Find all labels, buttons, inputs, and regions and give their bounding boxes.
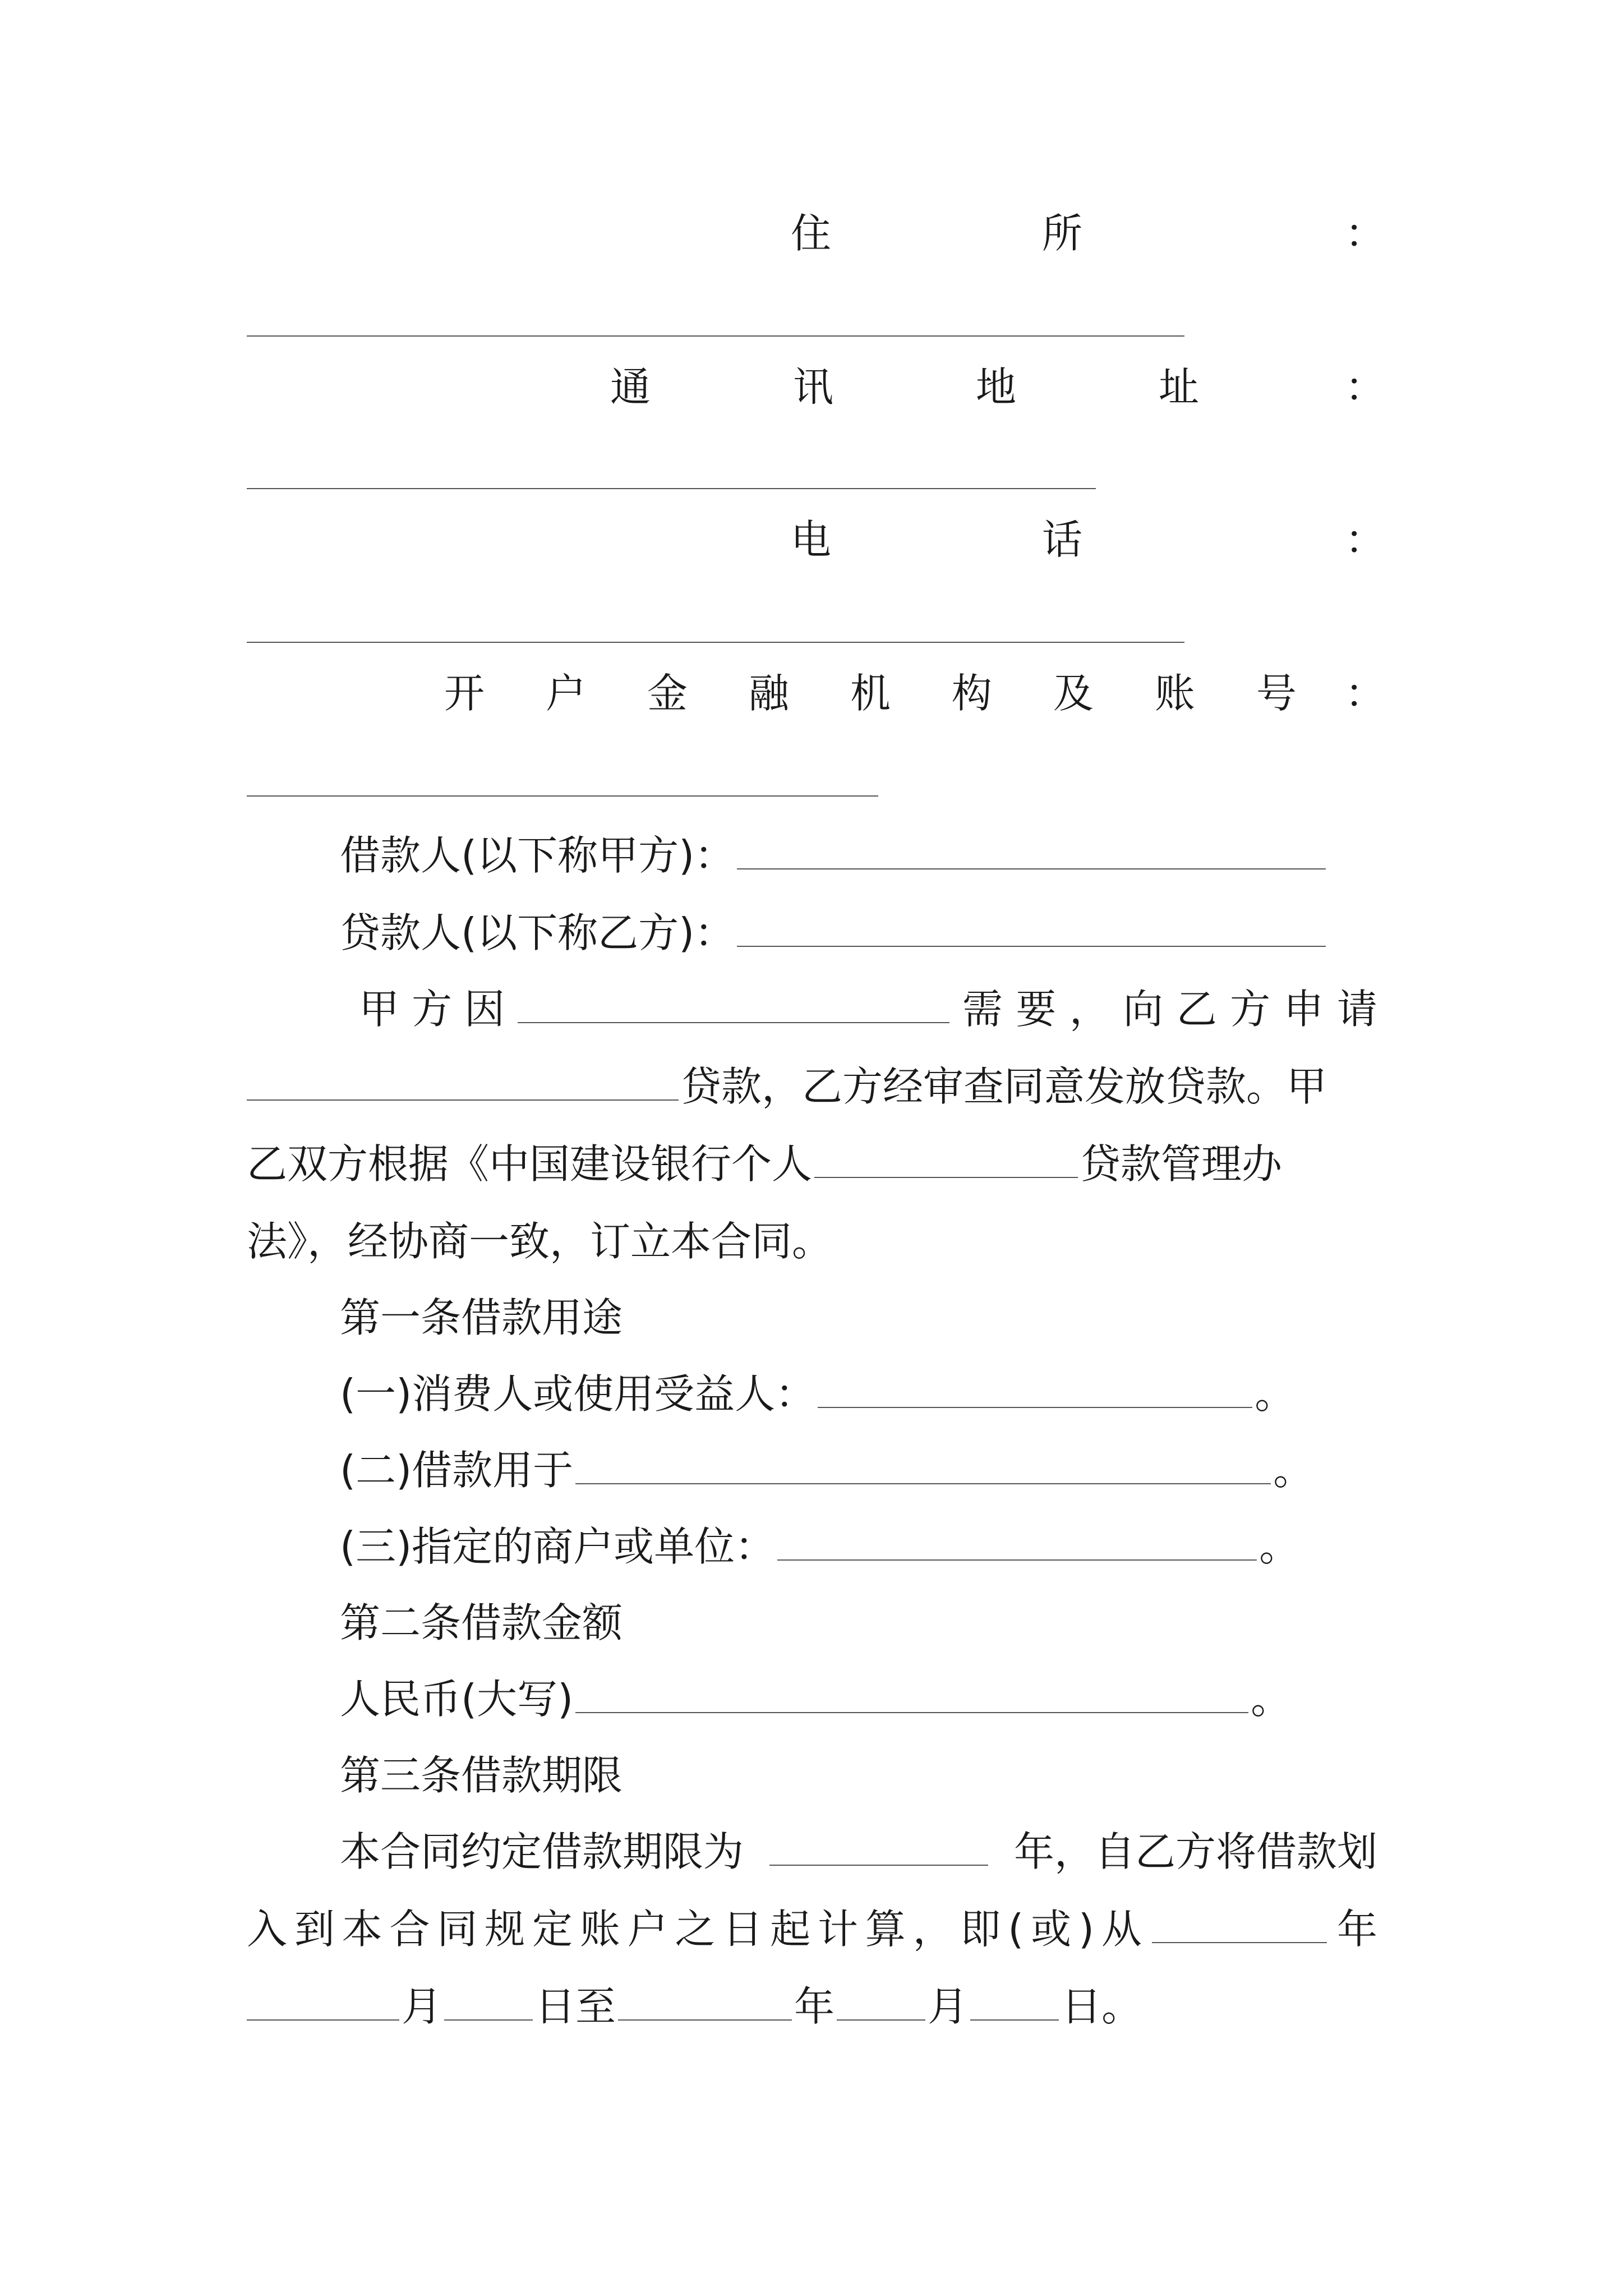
end-day-blank[interactable]	[970, 1979, 1059, 2021]
article-title: 第三条借款期限	[340, 1752, 623, 1799]
term-text: 日至	[535, 1983, 616, 2030]
start-year-blank[interactable]	[1152, 1902, 1327, 1943]
end-mark: 。	[1259, 1523, 1300, 1570]
article2-title	[340, 1592, 1391, 1654]
term-text: 月	[402, 1983, 442, 2030]
intro-text: 甲 方 因	[359, 986, 505, 1033]
purpose-blank[interactable]	[518, 982, 949, 1023]
field-label-phone: 电 话	[791, 516, 1082, 563]
field-colon: ：	[1345, 210, 1386, 257]
intro-line-4	[247, 1211, 1391, 1272]
field-colon: ：	[1345, 364, 1386, 411]
term-text: 入 到 本 合 同 规 定 账 户 之 日 起 计 算 ， 即 ( 或 ) 从	[247, 1906, 1142, 1953]
article1-item2	[340, 1439, 1391, 1501]
article1-item1	[340, 1363, 1391, 1425]
amount-blank[interactable]	[575, 1672, 1248, 1713]
article3-line-2	[247, 1898, 1377, 1960]
article2-amount	[340, 1668, 1391, 1730]
start-month-blank[interactable]	[247, 1979, 399, 2021]
intro-text: 贷款，乙方经审查同意发放贷款。甲	[681, 1063, 1327, 1110]
end-year-blank[interactable]	[618, 1979, 792, 2021]
intro-text: 法》，经协商一致，订立本合同。	[247, 1218, 833, 1265]
lender-label: 贷款人(以下称乙方)：	[340, 909, 735, 956]
term-text: 年	[1336, 1906, 1377, 1953]
field-label-residence: 住 所	[791, 210, 1082, 257]
field-label-bank-account: 开 户 金 融 机 构 及 账 号	[444, 670, 1297, 717]
intro-line-1	[359, 978, 1377, 1040]
article3-title	[340, 1745, 1391, 1806]
article1-item3	[340, 1516, 1391, 1577]
term-text: 本合同约定借款期限为	[340, 1828, 744, 1875]
intro-text: 需 要 ， 向 乙 方 申 请	[962, 986, 1377, 1033]
start-day-blank[interactable]	[444, 1979, 533, 2021]
intro-text: 贷款管理办	[1080, 1140, 1283, 1188]
article-title: 第一条借款用途	[340, 1294, 623, 1341]
residence-line[interactable]	[247, 335, 1184, 337]
intro-line-3	[247, 1133, 1391, 1195]
field-colon: ：	[1345, 516, 1386, 563]
beneficiary-blank[interactable]	[818, 1366, 1252, 1408]
bank-account-line[interactable]	[247, 795, 878, 797]
loan-use-blank[interactable]	[575, 1443, 1271, 1484]
item-label: (一)消费人或使用受益人：	[340, 1370, 816, 1418]
end-mark: 。	[1273, 1447, 1314, 1494]
term-text: 月	[928, 1983, 969, 2030]
end-month-blank[interactable]	[837, 1979, 925, 2021]
loan-type-blank[interactable]	[247, 1059, 679, 1101]
term-text: 年	[794, 1983, 835, 2030]
borrower-label: 借款人(以下称甲方)：	[340, 832, 735, 879]
field-colon: ：	[1345, 670, 1386, 717]
intro-text: 乙双方根据《中国建设银行个人	[247, 1140, 813, 1188]
article3-line-1	[340, 1821, 1377, 1883]
mailing-address-line[interactable]	[247, 488, 1096, 489]
borrower-blank[interactable]	[737, 828, 1326, 869]
field-label-mailing-address: 通 讯 地 址	[610, 364, 1199, 411]
merchant-blank[interactable]	[777, 1519, 1257, 1561]
item-label: (三)指定的商户或单位：	[340, 1523, 776, 1570]
article-title: 第二条借款金额	[340, 1599, 623, 1646]
term-years-blank[interactable]	[769, 1824, 988, 1866]
borrower-row	[340, 825, 1391, 886]
end-mark: 。	[1255, 1370, 1295, 1418]
amount-label: 人民币(大写)	[340, 1676, 574, 1723]
lender-blank[interactable]	[737, 905, 1326, 947]
term-text: 日。	[1061, 1983, 1142, 2030]
term-text: 年，自乙方将借款划	[1013, 1828, 1377, 1875]
regulation-blank[interactable]	[814, 1137, 1078, 1178]
article3-line-3	[247, 1976, 1391, 2037]
end-mark: 。	[1251, 1676, 1292, 1723]
article1-title	[340, 1287, 1391, 1349]
item-label: (二)借款用于	[340, 1447, 574, 1494]
lender-row	[340, 902, 1391, 964]
phone-line[interactable]	[247, 642, 1184, 643]
intro-line-2	[247, 1056, 1391, 1117]
